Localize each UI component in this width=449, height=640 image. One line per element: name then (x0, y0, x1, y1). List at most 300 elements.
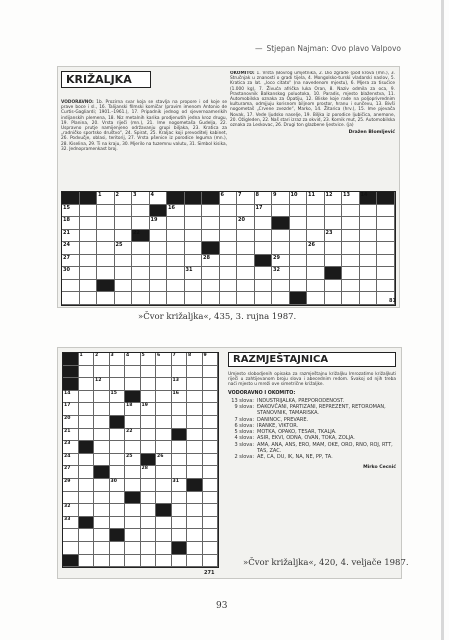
grid-square[interactable] (156, 441, 172, 454)
grid-square[interactable] (156, 403, 172, 416)
grid-block[interactable] (360, 192, 378, 205)
grid-square[interactable] (80, 267, 98, 280)
grid-square[interactable] (79, 416, 95, 429)
grid-square[interactable] (141, 391, 157, 404)
grid-square[interactable] (150, 192, 168, 205)
grid-square[interactable] (325, 255, 343, 268)
grid-square[interactable] (167, 230, 185, 243)
grid-square[interactable] (187, 492, 203, 505)
grid-square[interactable] (125, 529, 141, 542)
grid-square[interactable] (360, 242, 378, 255)
grid-square[interactable] (63, 416, 79, 429)
grid-square[interactable] (132, 192, 150, 205)
grid-square[interactable] (141, 479, 157, 492)
grid-square[interactable] (110, 441, 126, 454)
grid-block[interactable] (172, 429, 188, 442)
grid-square[interactable] (187, 441, 203, 454)
grid-square[interactable] (150, 255, 168, 268)
grid-square[interactable] (237, 230, 255, 243)
grid-square[interactable] (79, 479, 95, 492)
grid-square[interactable] (187, 504, 203, 517)
grid-square[interactable] (94, 353, 110, 366)
grid-square[interactable] (172, 416, 188, 429)
grid-square[interactable] (307, 205, 325, 218)
grid-square[interactable] (203, 492, 219, 505)
grid-square[interactable] (272, 242, 290, 255)
grid-square[interactable] (220, 192, 238, 205)
grid-square[interactable] (172, 492, 188, 505)
grid-square[interactable] (110, 454, 126, 467)
grid-block[interactable] (272, 217, 290, 230)
grid-square[interactable] (63, 466, 79, 479)
grid-square[interactable] (110, 492, 126, 505)
grid-square[interactable] (94, 366, 110, 379)
grid-square[interactable] (187, 517, 203, 530)
grid-block[interactable] (167, 192, 185, 205)
grid-square[interactable] (125, 517, 141, 530)
grid-square[interactable] (63, 391, 79, 404)
grid-square[interactable] (156, 529, 172, 542)
grid-square[interactable] (125, 416, 141, 429)
grid-square[interactable] (141, 466, 157, 479)
grid-square[interactable] (220, 230, 238, 243)
grid-square[interactable] (307, 192, 325, 205)
grid-square[interactable] (94, 391, 110, 404)
grid-square[interactable] (202, 267, 220, 280)
grid-square[interactable] (377, 242, 395, 255)
grid-square[interactable] (342, 192, 360, 205)
grid-square[interactable] (125, 429, 141, 442)
grid-square[interactable] (97, 192, 115, 205)
grid-square[interactable] (132, 267, 150, 280)
grid-square[interactable] (220, 255, 238, 268)
grid-square[interactable] (94, 441, 110, 454)
grid-block[interactable] (185, 192, 203, 205)
grid-square[interactable] (172, 466, 188, 479)
grid-block[interactable] (62, 192, 80, 205)
grid-square[interactable] (97, 242, 115, 255)
grid-square[interactable] (80, 255, 98, 268)
grid-square[interactable] (290, 230, 308, 243)
grid-square[interactable] (172, 479, 188, 492)
grid-square[interactable] (150, 217, 168, 230)
grid-square[interactable] (325, 217, 343, 230)
grid-square[interactable] (272, 205, 290, 218)
grid-square[interactable] (110, 429, 126, 442)
grid-square[interactable] (342, 242, 360, 255)
grid-square[interactable] (167, 292, 185, 305)
grid-square[interactable] (63, 542, 79, 555)
grid-square[interactable] (141, 504, 157, 517)
grid-square[interactable] (187, 555, 203, 568)
grid-square[interactable] (97, 255, 115, 268)
grid-square[interactable] (220, 242, 238, 255)
grid-square[interactable] (63, 492, 79, 505)
grid-block[interactable] (125, 391, 141, 404)
grid-square[interactable] (172, 504, 188, 517)
grid-square[interactable] (125, 466, 141, 479)
grid-square[interactable] (156, 542, 172, 555)
grid-square[interactable] (167, 242, 185, 255)
grid-square[interactable] (202, 255, 220, 268)
grid-square[interactable] (220, 217, 238, 230)
grid-square[interactable] (172, 517, 188, 530)
grid-square[interactable] (187, 353, 203, 366)
grid-square[interactable] (290, 242, 308, 255)
grid-block[interactable] (63, 555, 79, 568)
grid-square[interactable] (185, 217, 203, 230)
grid-square[interactable] (307, 230, 325, 243)
grid-square[interactable] (141, 492, 157, 505)
grid-square[interactable] (187, 466, 203, 479)
grid-square[interactable] (202, 230, 220, 243)
grid-square[interactable] (342, 255, 360, 268)
grid-block[interactable] (187, 479, 203, 492)
grid-square[interactable] (62, 267, 80, 280)
grid-square[interactable] (203, 454, 219, 467)
grid-square[interactable] (141, 542, 157, 555)
grid-square[interactable] (307, 280, 325, 293)
grid-square[interactable] (156, 378, 172, 391)
grid-square[interactable] (62, 292, 80, 305)
grid-square[interactable] (167, 205, 185, 218)
grid-square[interactable] (167, 217, 185, 230)
grid-square[interactable] (132, 280, 150, 293)
grid-square[interactable] (325, 242, 343, 255)
grid-square[interactable] (80, 205, 98, 218)
grid-square[interactable] (156, 479, 172, 492)
grid-square[interactable] (360, 292, 378, 305)
grid-square[interactable] (290, 267, 308, 280)
grid-square[interactable] (237, 217, 255, 230)
grid-square[interactable] (185, 230, 203, 243)
grid-square[interactable] (342, 230, 360, 243)
grid-square[interactable] (79, 429, 95, 442)
grid-square[interactable] (141, 366, 157, 379)
grid-square[interactable] (150, 230, 168, 243)
grid-square[interactable] (237, 255, 255, 268)
grid-square[interactable] (203, 429, 219, 442)
grid-square[interactable] (79, 466, 95, 479)
grid-square[interactable] (203, 366, 219, 379)
grid-square[interactable] (125, 479, 141, 492)
grid-block[interactable] (94, 466, 110, 479)
grid-block[interactable] (202, 242, 220, 255)
grid-square[interactable] (141, 529, 157, 542)
grid-square[interactable] (132, 217, 150, 230)
grid-square[interactable] (307, 242, 325, 255)
grid-square[interactable] (325, 292, 343, 305)
grid-square[interactable] (141, 517, 157, 530)
grid-block[interactable] (377, 192, 395, 205)
grid-square[interactable] (125, 378, 141, 391)
grid-square[interactable] (80, 242, 98, 255)
grid-square[interactable] (325, 230, 343, 243)
grid-square[interactable] (172, 366, 188, 379)
grid-block[interactable] (63, 353, 79, 366)
grid-square[interactable] (125, 353, 141, 366)
grid-square[interactable] (203, 479, 219, 492)
grid-block[interactable] (255, 255, 273, 268)
grid-square[interactable] (220, 267, 238, 280)
grid-block[interactable] (172, 542, 188, 555)
grid-square[interactable] (167, 280, 185, 293)
grid-square[interactable] (360, 217, 378, 230)
grid-square[interactable] (115, 267, 133, 280)
grid-square[interactable] (94, 378, 110, 391)
grid-square[interactable] (167, 255, 185, 268)
grid-square[interactable] (80, 217, 98, 230)
grid-square[interactable] (220, 292, 238, 305)
grid-square[interactable] (156, 555, 172, 568)
grid-square[interactable] (156, 454, 172, 467)
grid-square[interactable] (115, 255, 133, 268)
grid-square[interactable] (80, 230, 98, 243)
grid-square[interactable] (255, 242, 273, 255)
grid-square[interactable] (94, 492, 110, 505)
grid-square[interactable] (94, 454, 110, 467)
grid-square[interactable] (220, 280, 238, 293)
grid-square[interactable] (185, 267, 203, 280)
grid-square[interactable] (125, 366, 141, 379)
grid-block[interactable] (110, 529, 126, 542)
grid-square[interactable] (110, 403, 126, 416)
grid-square[interactable] (94, 416, 110, 429)
grid-square[interactable] (115, 280, 133, 293)
grid-square[interactable] (115, 205, 133, 218)
grid-square[interactable] (167, 267, 185, 280)
grid-square[interactable] (185, 280, 203, 293)
grid-square[interactable] (360, 267, 378, 280)
grid-square[interactable] (141, 403, 157, 416)
grid-square[interactable] (237, 292, 255, 305)
grid-square[interactable] (325, 192, 343, 205)
grid-square[interactable] (185, 205, 203, 218)
grid-square[interactable] (360, 255, 378, 268)
grid-square[interactable] (255, 230, 273, 243)
grid-square[interactable] (272, 292, 290, 305)
grid-square[interactable] (110, 378, 126, 391)
grid-square[interactable] (342, 292, 360, 305)
grid-square[interactable] (360, 205, 378, 218)
grid-square[interactable] (342, 217, 360, 230)
grid-square[interactable] (307, 292, 325, 305)
grid-square[interactable] (342, 267, 360, 280)
grid-square[interactable] (202, 280, 220, 293)
grid-square[interactable] (156, 353, 172, 366)
grid-square[interactable] (237, 280, 255, 293)
grid-block[interactable] (156, 504, 172, 517)
grid-square[interactable] (150, 242, 168, 255)
grid-square[interactable] (94, 517, 110, 530)
grid-square[interactable] (172, 391, 188, 404)
grid-square[interactable] (97, 205, 115, 218)
grid-square[interactable] (172, 441, 188, 454)
grid-square[interactable] (272, 280, 290, 293)
grid-square[interactable] (79, 353, 95, 366)
grid-square[interactable] (63, 441, 79, 454)
grid-square[interactable] (115, 292, 133, 305)
grid-square[interactable] (150, 280, 168, 293)
grid-block[interactable] (125, 492, 141, 505)
grid-square[interactable] (115, 217, 133, 230)
grid-square[interactable] (94, 403, 110, 416)
grid-block[interactable] (97, 280, 115, 293)
grid-square[interactable] (255, 267, 273, 280)
grid-square[interactable] (110, 391, 126, 404)
grid-square[interactable] (203, 391, 219, 404)
grid-square[interactable] (325, 280, 343, 293)
grid-square[interactable] (110, 479, 126, 492)
grid-square[interactable] (62, 230, 80, 243)
grid-square[interactable] (110, 517, 126, 530)
grid-square[interactable] (203, 529, 219, 542)
grid-square[interactable] (290, 255, 308, 268)
grid-block[interactable] (110, 416, 126, 429)
grid-square[interactable] (79, 555, 95, 568)
grid-square[interactable] (79, 542, 95, 555)
grid-square[interactable] (94, 529, 110, 542)
grid-square[interactable] (141, 555, 157, 568)
grid-square[interactable] (79, 366, 95, 379)
grid-square[interactable] (187, 403, 203, 416)
grid-square[interactable] (94, 429, 110, 442)
grid-square[interactable] (377, 267, 395, 280)
grid-square[interactable] (202, 292, 220, 305)
grid-block[interactable] (325, 267, 343, 280)
grid-square[interactable] (125, 403, 141, 416)
grid-square[interactable] (272, 192, 290, 205)
grid-square[interactable] (97, 217, 115, 230)
grid-square[interactable] (156, 466, 172, 479)
grid-square[interactable] (255, 192, 273, 205)
grid-square[interactable] (79, 403, 95, 416)
grid-square[interactable] (156, 391, 172, 404)
grid-square[interactable] (202, 205, 220, 218)
grid-square[interactable] (63, 403, 79, 416)
grid-square[interactable] (79, 378, 95, 391)
grid-square[interactable] (203, 466, 219, 479)
grid-square[interactable] (377, 255, 395, 268)
grid-square[interactable] (125, 504, 141, 517)
grid-square[interactable] (80, 292, 98, 305)
grid-square[interactable] (115, 230, 133, 243)
grid-square[interactable] (62, 242, 80, 255)
grid-square[interactable] (115, 192, 133, 205)
grid-square[interactable] (63, 529, 79, 542)
grid-square[interactable] (185, 255, 203, 268)
grid-square[interactable] (97, 267, 115, 280)
grid-square[interactable] (79, 492, 95, 505)
grid-square[interactable] (187, 454, 203, 467)
grid-square[interactable] (110, 353, 126, 366)
grid-square[interactable] (220, 205, 238, 218)
grid-square[interactable] (187, 429, 203, 442)
grid-square[interactable] (110, 366, 126, 379)
grid-square[interactable] (203, 504, 219, 517)
grid-square[interactable] (272, 267, 290, 280)
grid-square[interactable] (132, 255, 150, 268)
grid-square[interactable] (237, 192, 255, 205)
grid-square[interactable] (187, 529, 203, 542)
grid-square[interactable] (377, 230, 395, 243)
grid-square[interactable] (325, 205, 343, 218)
grid-square[interactable] (237, 205, 255, 218)
grid-square[interactable] (63, 454, 79, 467)
grid-square[interactable] (141, 429, 157, 442)
grid-square[interactable] (172, 454, 188, 467)
grid-square[interactable] (290, 205, 308, 218)
grid-square[interactable] (141, 378, 157, 391)
grid-square[interactable] (187, 416, 203, 429)
grid-square[interactable] (63, 479, 79, 492)
grid-block[interactable] (141, 454, 157, 467)
grid-square[interactable] (172, 529, 188, 542)
grid-square[interactable] (290, 280, 308, 293)
grid-square[interactable] (94, 504, 110, 517)
grid-square[interactable] (62, 205, 80, 218)
grid-square[interactable] (125, 542, 141, 555)
grid-square[interactable] (79, 454, 95, 467)
grid-square[interactable] (342, 205, 360, 218)
grid-square[interactable] (132, 242, 150, 255)
grid-square[interactable] (156, 429, 172, 442)
grid-square[interactable] (185, 292, 203, 305)
grid-square[interactable] (203, 555, 219, 568)
grid-square[interactable] (187, 391, 203, 404)
grid-square[interactable] (237, 267, 255, 280)
grid-square[interactable] (377, 217, 395, 230)
grid-square[interactable] (141, 441, 157, 454)
grid-square[interactable] (110, 504, 126, 517)
grid-square[interactable] (360, 230, 378, 243)
grid-square[interactable] (125, 441, 141, 454)
grid-square[interactable] (255, 205, 273, 218)
grid-square[interactable] (377, 205, 395, 218)
grid-square[interactable] (172, 555, 188, 568)
grid-square[interactable] (110, 466, 126, 479)
grid-square[interactable] (125, 454, 141, 467)
grid-square[interactable] (203, 441, 219, 454)
grid-square[interactable] (255, 292, 273, 305)
grid-block[interactable] (79, 441, 95, 454)
grid-square[interactable] (115, 242, 133, 255)
grid-block[interactable] (63, 366, 79, 379)
grid-square[interactable] (255, 217, 273, 230)
grid-square[interactable] (63, 504, 79, 517)
grid-square[interactable] (272, 255, 290, 268)
grid-square[interactable] (97, 230, 115, 243)
grid-square[interactable] (80, 280, 98, 293)
grid-square[interactable] (203, 403, 219, 416)
grid-square[interactable] (125, 555, 141, 568)
grid-square[interactable] (62, 255, 80, 268)
grid-square[interactable] (307, 255, 325, 268)
grid-square[interactable] (203, 416, 219, 429)
grid-square[interactable] (62, 280, 80, 293)
grid-square[interactable] (63, 429, 79, 442)
grid-square[interactable] (156, 366, 172, 379)
grid-square[interactable] (290, 217, 308, 230)
grid-block[interactable] (132, 230, 150, 243)
grid-square[interactable] (342, 280, 360, 293)
grid-square[interactable] (187, 366, 203, 379)
grid-square[interactable] (79, 504, 95, 517)
grid-block[interactable] (63, 378, 79, 391)
grid-square[interactable] (307, 267, 325, 280)
grid-square[interactable] (156, 492, 172, 505)
grid-square[interactable] (203, 378, 219, 391)
